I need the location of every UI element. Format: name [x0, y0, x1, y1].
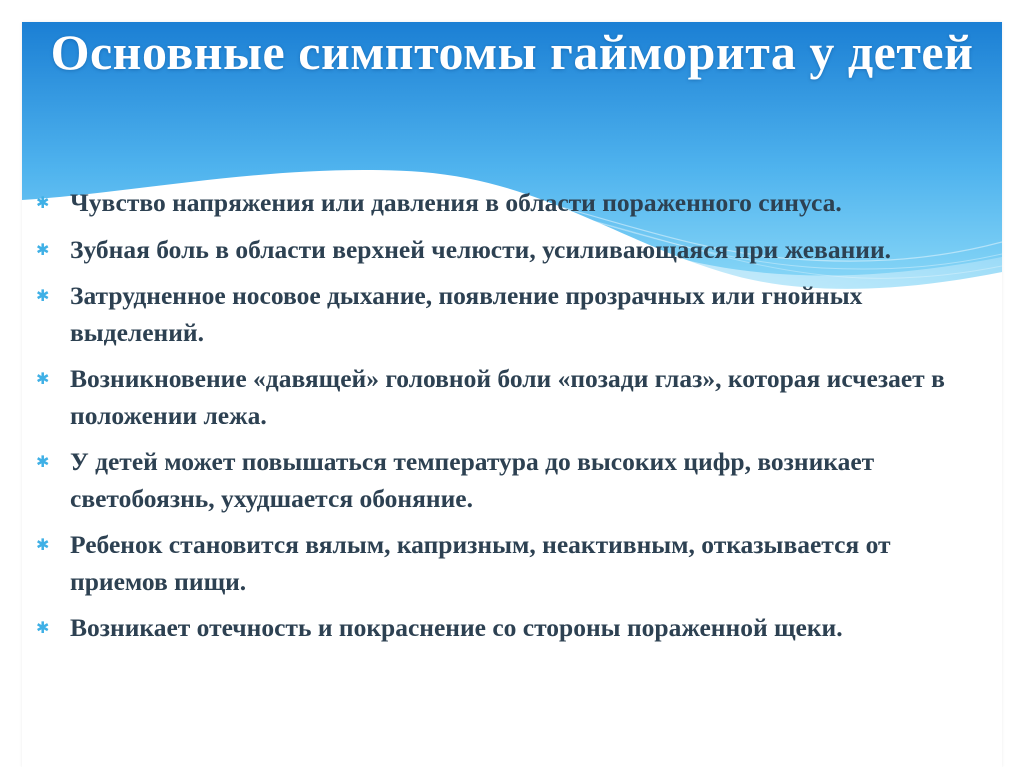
- slide-title: Основные симптомы гайморита у детей: [50, 24, 974, 80]
- symptom-list: [32, 185, 952, 657]
- asterisk-icon: ✱: [36, 286, 50, 305]
- asterisk-icon: ✱: [36, 239, 50, 259]
- symptom-text: Затрудненное носовое дыхание, появление прозрачных или гнойных выделений.: [70, 281, 863, 347]
- symptom-item: [32, 185, 952, 222]
- asterisk-icon: ✱: [36, 535, 50, 554]
- asterisk-icon: ✱: [36, 193, 50, 212]
- symptom-item: [32, 610, 952, 647]
- symptom-item: [32, 527, 952, 600]
- asterisk-icon: ✱: [36, 618, 50, 637]
- asterisk-icon: ✱: [36, 369, 50, 388]
- symptom-item: [32, 444, 952, 517]
- symptom-text: Чувство напряжения или давления в области пораженного синуса.: [70, 188, 842, 217]
- symptom-item: [32, 361, 952, 434]
- symptom-text: Зубная боль в области верхней челюсти, усиливающаяся при жевании.: [70, 234, 892, 264]
- symptom-text: Ребенок становится вялым, капризным, неактивным, отказывается от приемов пищи.: [70, 530, 891, 596]
- slide: [22, 22, 1002, 767]
- asterisk-icon: ✱: [36, 452, 50, 471]
- symptom-text: Возникает отечность и покраснение со стороны пораженной щеки.: [70, 613, 843, 642]
- symptom-item: [32, 232, 952, 269]
- symptom-text: У детей может повышаться температура до высоких цифр, возникает светобоязнь, ухудшается обоняние.: [70, 447, 875, 513]
- symptom-item: [32, 278, 952, 351]
- symptom-text: Возникновение «давящей» головной боли «позади глаз», которая исчезает в положении лежа.: [70, 364, 945, 430]
